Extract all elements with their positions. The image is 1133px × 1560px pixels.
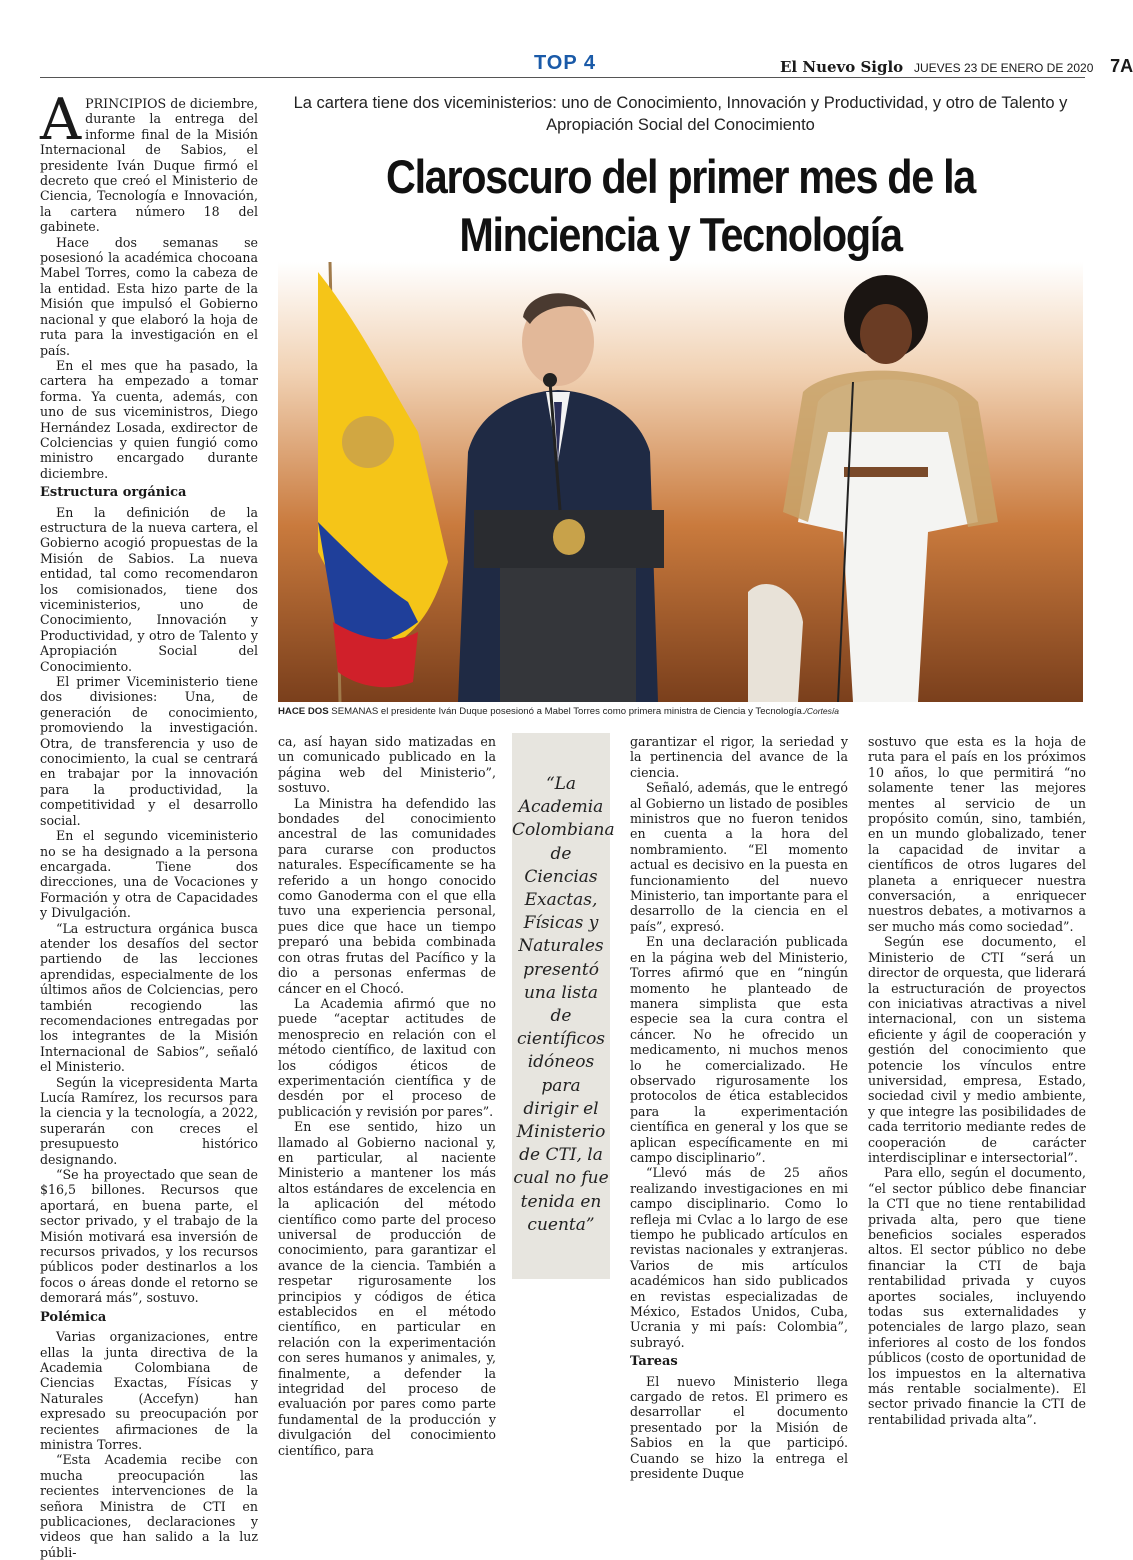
newspaper-name: El Nuevo Siglo [780, 58, 904, 76]
article-photo [278, 262, 1083, 702]
article-column-1 [40, 87, 258, 1560]
paragraph: La Ministra ha defendido las bondades del conocimiento ancestral de las comunidades para curarse con productos naturales. Específicamente se ha referido a un hongo conocido como Ganoderma con el que ella tuvo una experiencia personal, pues dice que hace un tiempo preparó una bebida combinada con otras frutas del Pacífico y la dio a personas enfermas de cáncer en el Chocó. [278, 795, 496, 996]
paragraph: La Academia afirmó que no puede “aceptar actitudes de menosprecio en relación con el método científico, de laxitud con los códigos éticos de experimentación científica y de desdén por el proceso de publicación y revisión por pares”. [278, 995, 496, 1119]
paragraph: Para ello, según el documento, “el sector público debe financiar la CTI que no tiene rentabilidad privada alta, pero que tiene beneficios sociales esperados altos. El sector público no debe financiar la CTI de baja rentabilidad privada y cuyos aportes sociales, incluyendo todas sus externalidades y potenciales de largo plazo, sean inferiores al costo de los fondos públicos (costo de oportunidad de los impuestos en la alternativa más rentable socialmente). El sector privado financie la CTI de rentabilidad privada alta”. [868, 1165, 1086, 1427]
article-column-4 [868, 734, 1086, 1427]
paragraph: El primer Viceministerio tiene dos divisiones: Una, de generación de conocimiento, promoviendo la investigación. Otra, de transferencia y uso de conocimiento, la cual se centrará en trabajar por la innovación para la productividad, la competitividad y el desarrollo social. [40, 674, 258, 828]
photo-scene [278, 262, 1083, 702]
paragraph: Varias organizaciones, entre ellas la junta directiva de la Academia Colombiana de Ciencias Exactas, Físicas y Naturales (Accefyn) han expresado su preocupación por recientes afirmaciones de la ministra Torres. [40, 1329, 258, 1452]
paragraph: En una declaración publicada en la página web del Ministerio, Torres afirmó que en “ningún momento he planteado de manera simplista que esta especie sea la cura contra el cáncer. No he ofrecido un medicamento, ni muchos menos lo he comercializado. He observado rigurosamente los protocolos de ética establecidos para la experimentación científica en general y los que se aplican específicamente en mi campo disciplinario”. [630, 934, 848, 1165]
paragraph: “Llevó más de 25 años realizando investigaciones en mi campo disciplinario. Como lo refleja mi Cvlac a lo largo de ese tiempo he publicado artículos en revistas nacionales y extranjeras. Varios de mis artículos académicos han sido publicados en revistas especializadas de México, Estados Unidos, Cuba, Ucrania y mi país: Colombia”, subrayó. [630, 1165, 848, 1350]
caption-lead: HACE DOS [278, 706, 329, 717]
subheading: Estructura orgánica [40, 485, 187, 501]
paragraph: Hace dos semanas se posesionó la académica chocoana Mabel Torres, como la cabeza de la entidad. Esta hizo parte de la Misión que impulsó el Gobierno nacional y que elaboró la hoja de ruta para la investigación en el país. [40, 234, 258, 358]
paragraph: El nuevo Ministerio llega cargado de retos. El primero es desarrollar el documento presentado por la Misión de Sabios en la que participó. Cuando se hizo la entrega el presidente Duque [630, 1373, 848, 1482]
caption-text: SEMANAS el presidente Iván Duque posesionó a Mabel Torres como primera ministra de Ciencia y Tecnología. [328, 706, 805, 717]
issue-date: JUEVES 23 DE ENERO DE 2020 [913, 61, 1094, 75]
paragraph: sostuvo que esta es la hoja de ruta para el país en los próximos 10 años, lo que permitirá “no solamente tener las mejores mentes al servicio de un propósito común, sino, también, en un mundo globalizado, tener la capacidad de invitar a científicos de otros lugares del planeta a enriquecer nuestra conversación, a enriquecer nuestros debates, a motivarnos a ser mucho más como sociedad”. [868, 734, 1086, 934]
paragraph: Señaló, además, que le entregó al Gobierno un listado de posibles ministros que no fueron tenidos en cuenta a la hora del nombramiento. “El momento actual es decisivo en la puesta en funcionamiento del nuevo Ministerio, tan importante para el desarrollo de la ciencia en el país”, expresó. [630, 780, 848, 934]
paragraph: En el segundo viceministerio no se ha designado a la persona encargada. Tiene dos direcciones, una de Vocaciones y Formación y otra de Capacidades y Divulgación. [40, 828, 258, 921]
pull-quote: “La Academia Colombiana de Ciencias Exactas, Físicas y Naturales presentó una lista de científicos idóneos para dirigir el Ministerio de CTI, la cual no fue tenida en cuenta” [512, 774, 615, 1235]
paragraph: En ese sentido, hizo un llamado al Gobierno nacional y, en particular, al naciente Ministerio a mantener los más altos estándares de excelencia en la aplicación del método científico como parte del proceso universal de producción de conocimiento, para garantizar el avance de la ciencia. También a respetar rigurosamente los principios y códigos de ética establecidos en el método científico, en particular en relación con la experimentación con seres humanos y animales, y, finalmente, a defender la integridad del proceso de evaluación por pares como parte fundamental de la producción y divulgación del conocimiento científico, para [278, 1119, 496, 1458]
pull-quote-box [512, 733, 615, 1279]
paragraph: “La estructura orgánica busca atender los desafíos del sector partiendo de las lecciones aprendidas, especialmente de los últimos años de Colciencias, pero también recogiendo las recomendaciones entregadas por los integrantes de la Misión Internacional de Sabios”, señaló el Ministerio. [40, 920, 258, 1075]
subheading: Tareas [630, 1354, 678, 1370]
paragraph: Según la vicepresidenta Marta Lucía Ramírez, los recursos para la ciencia y la tecnología, a 2022, superarán con creces el presupuesto histórico designando. [40, 1074, 258, 1167]
paragraph: “Se ha proyectado que sean de $16,5 billones. Recursos que aportará, en buena parte, el sector privado, y el trabajo de la Misión motivará esa inversión de recursos privados, y los recursos públicos poder destinarlos a los focos o áreas donde el retorno se demorará más”, sostuvo. [40, 1167, 258, 1306]
masthead [780, 56, 1133, 77]
paragraph: Según ese documento, el Ministerio de CTI “será un director de orquesta, que liderará la estructuración de proyectos con iniciativas atractivas a nivel internacional, con un sistema eficiente y ágil de cooperación y gestión del conocimiento que potencie los vínculos entre universidad, empresa, Estado, sociedad civil y medio ambiente, y que integre las posibilidades de cada territorio mediante redes de cooperación de carácter interdisciplinar e intersectorial”. [868, 934, 1086, 1165]
paragraph: En el mes que ha pasado, la cartera ha empezado a tomar forma. Ya cuenta, además, con uno de sus viceministros, Diego Hernández Losada, exdirector de Colciencias y quien fungió como ministro encargado durante diciembre. [40, 357, 258, 481]
section-label: TOP 4 [533, 52, 597, 74]
article-deck: La cartera tiene dos viceministerios: uno de Conocimiento, Innovación y Productividad, y otro de Talento y Apropiación Social del Conocimiento [293, 94, 1068, 134]
paragraph [40, 87, 258, 235]
article-column-3 [630, 734, 848, 1482]
paragraph-text: de diciembre, durante la entrega del informe final de la Misión Internacional de Sabios, el presidente Iván Duque firmó el decreto que creó el Ministerio de Ciencia, Tecnología e Innovación, la cartera número 18 del gabinete. [40, 96, 258, 235]
paragraph: garantizar el rigor, la seriedad y la pertinencia del avance de la ciencia. [630, 734, 848, 780]
subheading: Polémica [40, 1309, 107, 1325]
photo-caption [278, 706, 1083, 717]
paragraph: ca, así hayan sido matizadas en un comunicado publicado en la página web del Ministerio”, sostuvo. [278, 734, 496, 796]
paragraph: En la definición de la estructura de la nueva cartera, el Gobierno acogió propuestas de la Misión de Sabios. La nueva entidad, tal como recomendaron los comisionados, tiene dos viceministerios, uno de Conocimiento, Innovación y Productividad, y otro de Talento y Apropiación Social del Conocimiento. [40, 504, 258, 674]
caption-credit: /Cortesía [804, 706, 839, 716]
header-rule [40, 77, 1085, 78]
paragraph: “Esta Academia recibe con mucha preocupación las recientes intervenciones de la señora Ministra de CTI en publicaciones, declaraciones y videos que han salido a la luz públi- [40, 1452, 258, 1560]
page-number: 7A [1110, 56, 1133, 76]
article-headline: Claroscuro del primer mes de la Minciencia y Tecnología [386, 150, 975, 261]
drop-cap: A [40, 87, 82, 153]
lead-in: PRINCIPIOS [85, 96, 167, 111]
article-column-2 [278, 734, 496, 1458]
